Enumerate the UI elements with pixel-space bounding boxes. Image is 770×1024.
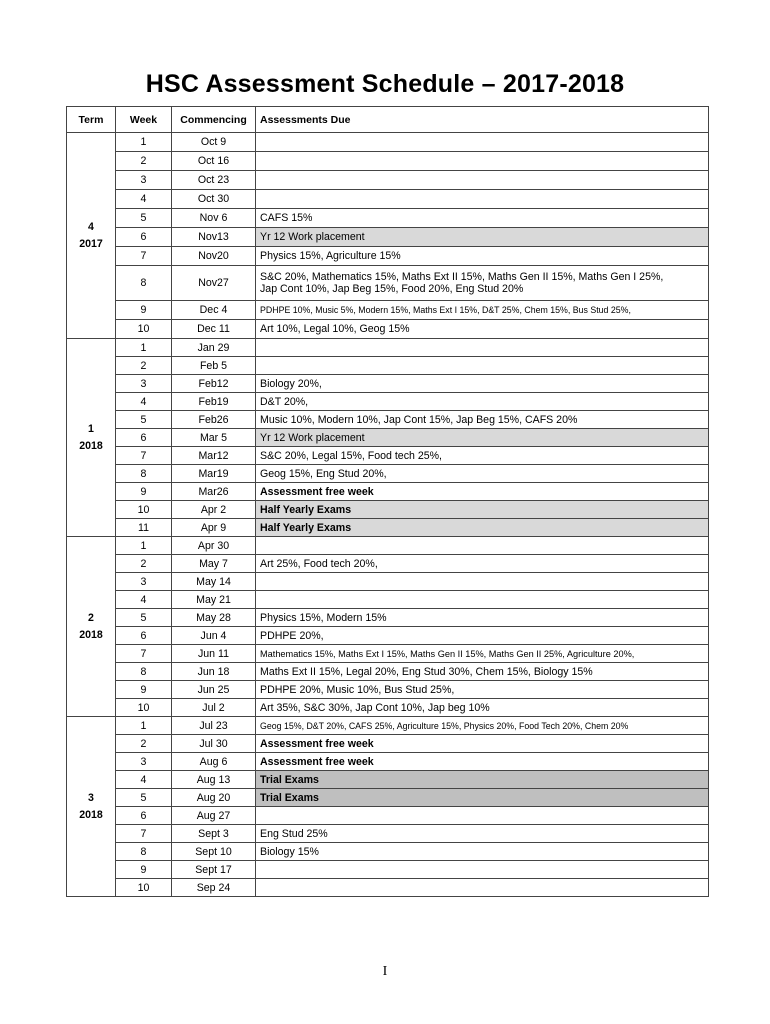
commencing-cell: Aug 20: [172, 789, 256, 807]
week-cell: 3: [116, 171, 172, 190]
week-cell: 4: [116, 190, 172, 209]
commencing-cell: Mar 5: [172, 429, 256, 447]
table-row: [67, 735, 709, 753]
table-row: [67, 555, 709, 573]
commencing-cell: Aug 6: [172, 753, 256, 771]
week-cell: 6: [116, 228, 172, 247]
assessment-cell: Yr 12 Work placement: [256, 429, 709, 447]
week-cell: 6: [116, 807, 172, 825]
week-cell: 1: [116, 537, 172, 555]
week-cell: 1: [116, 717, 172, 735]
table-row: [67, 591, 709, 609]
header-commencing: Commencing: [172, 107, 256, 133]
commencing-cell: Nov20: [172, 247, 256, 266]
table-row: [67, 843, 709, 861]
table-row: [67, 807, 709, 825]
commencing-cell: Mar12: [172, 447, 256, 465]
table-row: [67, 879, 709, 897]
table-row: [67, 483, 709, 501]
assessment-cell: [256, 537, 709, 555]
term-number: 4: [88, 220, 94, 233]
table-row: [67, 375, 709, 393]
commencing-cell: Feb26: [172, 411, 256, 429]
table-row: [67, 789, 709, 807]
term-year: 2017: [79, 237, 103, 250]
table-row: [67, 771, 709, 789]
table-row: [67, 339, 709, 357]
week-cell: 4: [116, 393, 172, 411]
week-cell: 7: [116, 825, 172, 843]
week-cell: 7: [116, 447, 172, 465]
week-cell: 5: [116, 411, 172, 429]
assessment-cell: Physics 15%, Modern 15%: [256, 609, 709, 627]
commencing-cell: Jan 29: [172, 339, 256, 357]
week-cell: 4: [116, 591, 172, 609]
table-row: [67, 133, 709, 152]
week-cell: 1: [116, 133, 172, 152]
week-cell: 9: [116, 483, 172, 501]
table-row: [67, 501, 709, 519]
assessment-cell: PDHPE 20%,: [256, 627, 709, 645]
week-cell: 6: [116, 627, 172, 645]
assessment-cell: [256, 171, 709, 190]
assessment-cell: D&T 20%,: [256, 393, 709, 411]
commencing-cell: Oct 16: [172, 152, 256, 171]
assessment-cell: Physics 15%, Agriculture 15%: [256, 247, 709, 266]
commencing-cell: Apr 30: [172, 537, 256, 555]
assessment-cell: [256, 591, 709, 609]
commencing-cell: Jul 23: [172, 717, 256, 735]
week-cell: 10: [116, 501, 172, 519]
table-row: [67, 465, 709, 483]
table-row: [67, 861, 709, 879]
commencing-cell: Mar19: [172, 465, 256, 483]
commencing-cell: Jul 30: [172, 735, 256, 753]
table-row: [67, 152, 709, 171]
table-row: [67, 247, 709, 266]
assessment-cell: [256, 152, 709, 171]
term-year: 2018: [79, 808, 103, 821]
assessment-cell: Half Yearly Exams: [256, 501, 709, 519]
week-cell: 10: [116, 699, 172, 717]
table-row: [67, 519, 709, 537]
assessment-cell: PDHPE 20%, Music 10%, Bus Stud 25%,: [256, 681, 709, 699]
page-title: HSC Assessment Schedule – 2017-2018: [145, 70, 625, 98]
assessment-cell: Biology 15%: [256, 843, 709, 861]
assessment-cell: [256, 266, 709, 301]
week-cell: 9: [116, 301, 172, 320]
assessment-cell: CAFS 15%: [256, 209, 709, 228]
commencing-cell: Sept 17: [172, 861, 256, 879]
table-row: [67, 663, 709, 681]
assessment-cell: Half Yearly Exams: [256, 519, 709, 537]
commencing-cell: Apr 9: [172, 519, 256, 537]
assessment-schedule-table: [66, 106, 709, 897]
week-cell: 2: [116, 735, 172, 753]
week-cell: 8: [116, 843, 172, 861]
table-row: [67, 393, 709, 411]
assessment-cell: Biology 20%,: [256, 375, 709, 393]
term-year: 2018: [79, 439, 103, 452]
assessment-cell: [256, 133, 709, 152]
assessment-cell: Assessment free week: [256, 483, 709, 501]
table-row: [67, 717, 709, 735]
commencing-cell: Feb19: [172, 393, 256, 411]
page-footer-mark: I: [382, 964, 388, 979]
table-header-row: [67, 107, 709, 133]
assessment-cell: Assessment free week: [256, 735, 709, 753]
commencing-cell: Aug 13: [172, 771, 256, 789]
assessment-cell: PDHPE 10%, Music 5%, Modern 15%, Maths Ext I 15%, D&T 25%, Chem 15%, Bus Stud 25%,: [256, 301, 709, 320]
table-row: [67, 699, 709, 717]
term-year: 2018: [79, 628, 103, 641]
assessment-cell: [256, 573, 709, 591]
week-cell: 9: [116, 861, 172, 879]
assessment-line-2: Jap Cont 10%, Jap Beg 15%, Food 20%, Eng Stud 20%: [260, 283, 524, 295]
header-assessments-due: Assessments Due: [256, 107, 709, 133]
assessment-cell: Maths Ext II 15%, Legal 20%, Eng Stud 30%, Chem 15%, Biology 15%: [256, 663, 709, 681]
table-row: [67, 825, 709, 843]
commencing-cell: May 14: [172, 573, 256, 591]
assessment-cell: Mathematics 15%, Maths Ext I 15%, Maths Gen II 15%, Maths Gen II 25%, Agriculture 20%,: [256, 645, 709, 663]
assessment-cell: [256, 879, 709, 897]
commencing-cell: Oct 30: [172, 190, 256, 209]
week-cell: 5: [116, 209, 172, 228]
assessment-cell: [256, 861, 709, 879]
assessment-cell: [256, 807, 709, 825]
assessment-cell: Assessment free week: [256, 753, 709, 771]
assessment-cell: [256, 339, 709, 357]
commencing-cell: Feb12: [172, 375, 256, 393]
assessment-cell: [256, 190, 709, 209]
table-row: [67, 266, 709, 301]
week-cell: 5: [116, 609, 172, 627]
commencing-cell: Jun 4: [172, 627, 256, 645]
commencing-cell: Oct 23: [172, 171, 256, 190]
week-cell: 2: [116, 152, 172, 171]
commencing-cell: Sep 24: [172, 879, 256, 897]
commencing-cell: Nov 6: [172, 209, 256, 228]
commencing-cell: Oct 9: [172, 133, 256, 152]
week-cell: 11: [116, 519, 172, 537]
header-term: Term: [67, 107, 116, 133]
assessment-cell: Trial Exams: [256, 771, 709, 789]
week-cell: 1: [116, 339, 172, 357]
term-cell: [67, 133, 116, 339]
commencing-cell: Jun 11: [172, 645, 256, 663]
table-row: [67, 447, 709, 465]
table-row: [67, 357, 709, 375]
table-row: [67, 537, 709, 555]
week-cell: 8: [116, 465, 172, 483]
week-cell: 7: [116, 645, 172, 663]
term-cell: [67, 339, 116, 537]
week-cell: 7: [116, 247, 172, 266]
commencing-cell: Feb 5: [172, 357, 256, 375]
term-number: 1: [88, 422, 94, 435]
table-row: [67, 627, 709, 645]
table-row: [67, 228, 709, 247]
term-cell: [67, 537, 116, 717]
commencing-cell: May 7: [172, 555, 256, 573]
week-cell: 8: [116, 663, 172, 681]
assessment-cell: S&C 20%, Legal 15%, Food tech 25%,: [256, 447, 709, 465]
assessment-cell: Art 25%, Food tech 20%,: [256, 555, 709, 573]
week-cell: 9: [116, 681, 172, 699]
table-row: [67, 645, 709, 663]
week-cell: 4: [116, 771, 172, 789]
table-row: [67, 609, 709, 627]
term-cell: [67, 717, 116, 897]
assessment-cell: Eng Stud 25%: [256, 825, 709, 843]
commencing-cell: Nov13: [172, 228, 256, 247]
week-cell: 3: [116, 375, 172, 393]
week-cell: 2: [116, 357, 172, 375]
week-cell: 3: [116, 753, 172, 771]
commencing-cell: Jun 18: [172, 663, 256, 681]
commencing-cell: Apr 2: [172, 501, 256, 519]
header-week: Week: [116, 107, 172, 133]
week-cell: 5: [116, 789, 172, 807]
assessment-line-1: S&C 20%, Mathematics 15%, Maths Ext II 15%, Maths Gen II 15%, Maths Gen I 25%,: [260, 271, 664, 283]
term-number: 3: [88, 791, 94, 804]
table-row: [67, 171, 709, 190]
week-cell: 3: [116, 573, 172, 591]
assessment-cell: [256, 357, 709, 375]
table-row: [67, 301, 709, 320]
commencing-cell: Dec 4: [172, 301, 256, 320]
commencing-cell: May 28: [172, 609, 256, 627]
commencing-cell: Mar26: [172, 483, 256, 501]
commencing-cell: Sept 10: [172, 843, 256, 861]
week-cell: 10: [116, 879, 172, 897]
assessment-cell: Music 10%, Modern 10%, Jap Cont 15%, Jap Beg 15%, CAFS 20%: [256, 411, 709, 429]
commencing-cell: Dec 11: [172, 320, 256, 339]
table-row: [67, 190, 709, 209]
commencing-cell: Sept 3: [172, 825, 256, 843]
assessment-cell: Art 35%, S&C 30%, Jap Cont 10%, Jap beg 10%: [256, 699, 709, 717]
table-row: [67, 209, 709, 228]
table-row: [67, 429, 709, 447]
table-row: [67, 573, 709, 591]
term-number: 2: [88, 611, 94, 624]
table-row: [67, 753, 709, 771]
commencing-cell: Jul 2: [172, 699, 256, 717]
assessment-cell: Art 10%, Legal 10%, Geog 15%: [256, 320, 709, 339]
table-row: [67, 320, 709, 339]
week-cell: 10: [116, 320, 172, 339]
assessment-cell: Yr 12 Work placement: [256, 228, 709, 247]
week-cell: 6: [116, 429, 172, 447]
table-row: [67, 411, 709, 429]
commencing-cell: Nov27: [172, 266, 256, 301]
table-row: [67, 681, 709, 699]
assessment-cell: Trial Exams: [256, 789, 709, 807]
commencing-cell: May 21: [172, 591, 256, 609]
commencing-cell: Aug 27: [172, 807, 256, 825]
assessment-cell: Geog 15%, Eng Stud 20%,: [256, 465, 709, 483]
assessment-cell: Geog 15%, D&T 20%, CAFS 25%, Agriculture 15%, Physics 20%, Food Tech 20%, Chem 20%: [256, 717, 709, 735]
commencing-cell: Jun 25: [172, 681, 256, 699]
week-cell: 2: [116, 555, 172, 573]
week-cell: 8: [116, 266, 172, 301]
